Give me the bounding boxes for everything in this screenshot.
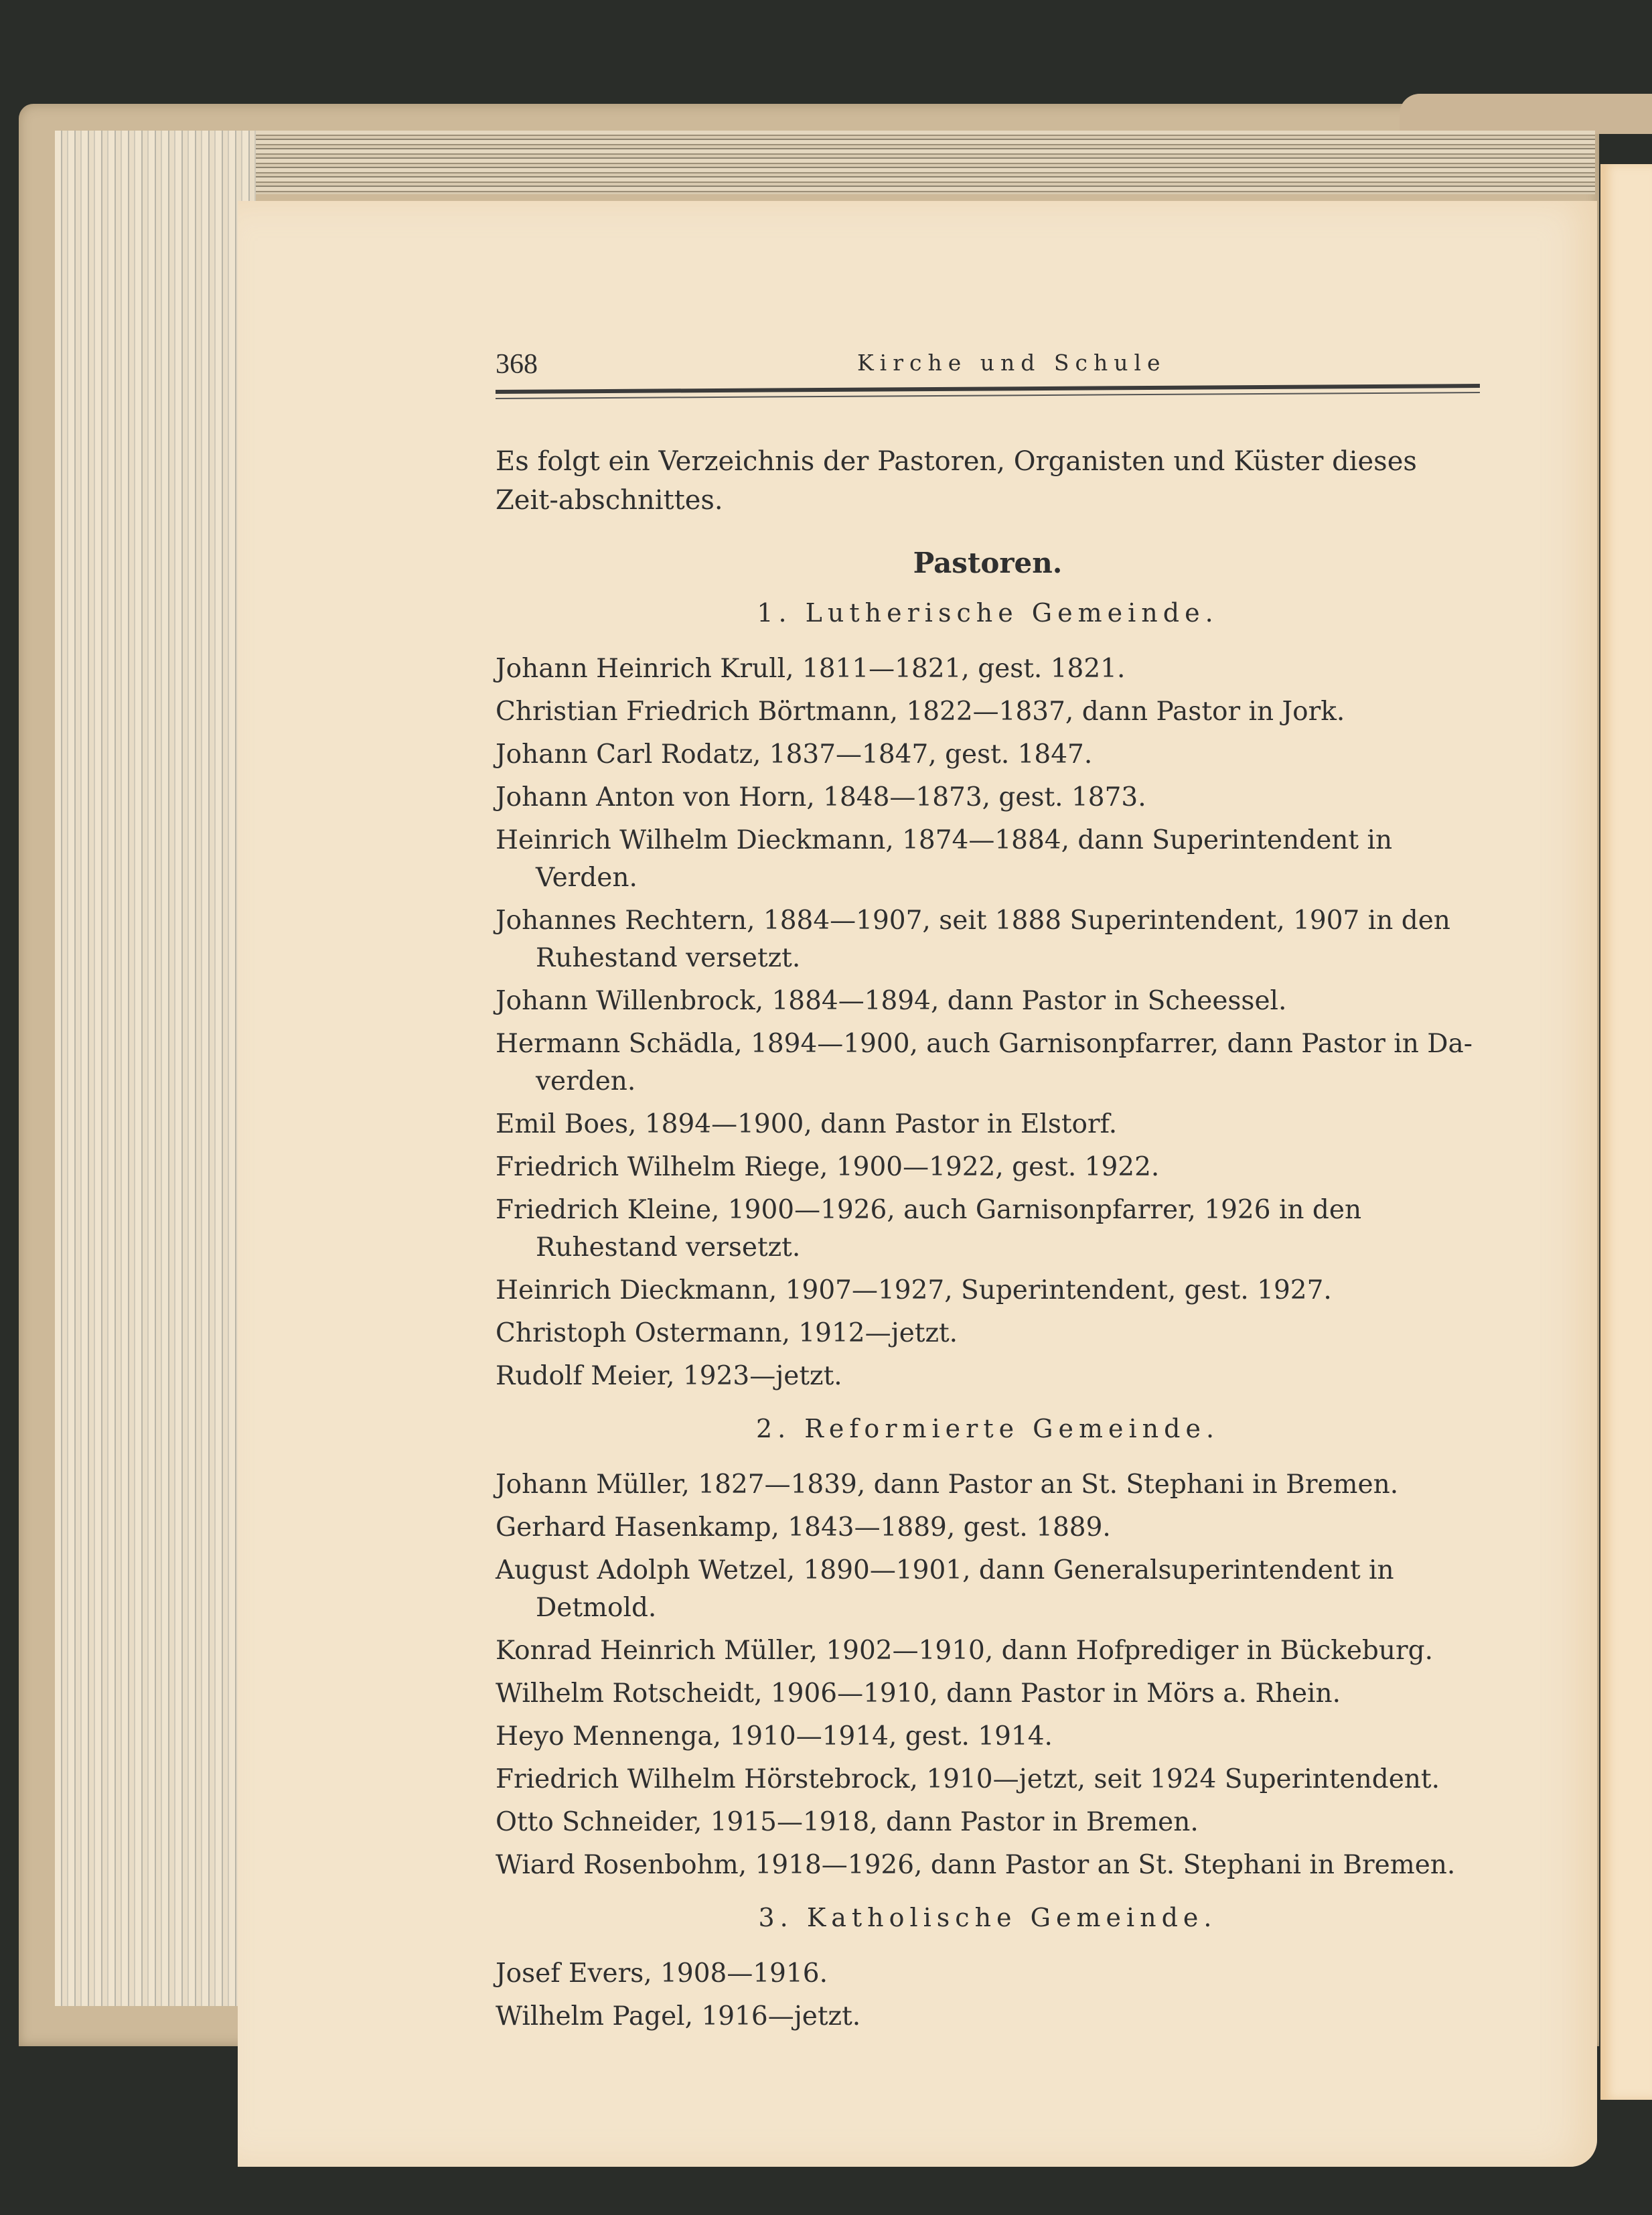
page-text <box>496 348 1480 2041</box>
book-cover-headcap <box>1400 94 1652 134</box>
list-item: Friedrich Kleine, 1900—1926, auch Garnisonpfarrer, 1926 in den Ruhestand versetzt. <box>496 1195 1362 1263</box>
list-item: Johann Willenbrock, 1884—1894, dann Pastor in Scheessel. <box>496 986 1287 1016</box>
page-edges-top <box>55 131 1595 194</box>
section-title: Pastoren. <box>913 547 1063 579</box>
list-item: Johann Anton von Horn, 1848—1873, gest. 1873. <box>496 782 1146 812</box>
list-item: Rudolf Meier, 1923—jetzt. <box>496 1361 842 1391</box>
list-item: Christian Friedrich Börtmann, 1822—1837, dann Pastor in Jork. <box>496 697 1345 727</box>
list-item: Wilhelm Pagel, 1916—jetzt. <box>496 2001 861 2031</box>
facing-page-edge <box>1600 164 1652 2100</box>
list-item: Johann Carl Rodatz, 1837—1847, gest. 1847. <box>496 739 1093 770</box>
subsection-title: 2. Reformierte Gemeinde. <box>755 1414 1220 1443</box>
intro-paragraph: Es folgt ein Verzeichnis der Pastoren, Organisten und Küster dieses Zeit-abschnittes. <box>496 446 1417 516</box>
subsection-reformed <box>496 1414 1480 1884</box>
running-title: Kirche und Schule <box>857 350 1167 376</box>
header-rule-thin <box>496 392 1480 399</box>
subsection-title: 1. Lutherische Gemeinde. <box>757 598 1219 628</box>
list-item: Josef Evers, 1908—1916. <box>496 1958 828 1989</box>
list-item: Johann Müller, 1827—1839, dann Pastor an St. Stephani in Bremen. <box>496 1470 1399 1500</box>
list-item: Heinrich Wilhelm Dieckmann, 1874—1884, dann Superintendent in Verden. <box>496 825 1393 893</box>
list-item: Heyo Mennenga, 1910—1914, gest. 1914. <box>496 1721 1053 1752</box>
subsection-catholic <box>496 1903 1480 2035</box>
list-item: Otto Schneider, 1915—1918, dann Pastor in Bremen. <box>496 1807 1199 1837</box>
list-item: Gerhard Hasenkamp, 1843—1889, gest. 1889. <box>496 1512 1111 1543</box>
list-item: Hermann Schädla, 1894—1900, auch Garnisonpfarrer, dann Pastor in Da-verden. <box>496 1029 1473 1096</box>
list-item: Christoph Ostermann, 1912—jetzt. <box>496 1318 958 1348</box>
list-item: Friedrich Wilhelm Riege, 1900—1922, gest. 1922. <box>496 1152 1160 1182</box>
list-item: Wilhelm Rotscheidt, 1906—1910, dann Pastor in Mörs a. Rhein. <box>496 1678 1341 1709</box>
list-item: Wiard Rosenbohm, 1918—1926, dann Pastor an St. Stephani in Bremen. <box>496 1850 1456 1880</box>
subsection-title: 3. Katholische Gemeinde. <box>758 1903 1217 1932</box>
list-item: August Adolph Wetzel, 1890—1901, dann Generalsuperintendent in Detmold. <box>496 1555 1394 1623</box>
list-item: Friedrich Wilhelm Hörstebrock, 1910—jetzt, seit 1924 Superintendent. <box>496 1764 1440 1794</box>
running-head <box>496 348 1480 388</box>
list-item: Heinrich Dieckmann, 1907—1927, Superintendent, gest. 1927. <box>496 1275 1332 1305</box>
subsection-lutheran <box>496 598 1480 1395</box>
list-item: Johannes Rechtern, 1884—1907, seit 1888 Superintendent, 1907 in den Ruhestand versetzt. <box>496 906 1450 973</box>
list-item: Emil Boes, 1894—1900, dann Pastor in Elstorf. <box>496 1109 1118 1139</box>
page-edges-left <box>55 131 256 2006</box>
list-item: Johann Heinrich Krull, 1811—1821, gest. 1821. <box>496 654 1126 684</box>
list-item: Konrad Heinrich Müller, 1902—1910, dann Hofprediger in Bückeburg. <box>496 1636 1434 1666</box>
page-number: 368 <box>496 349 538 380</box>
